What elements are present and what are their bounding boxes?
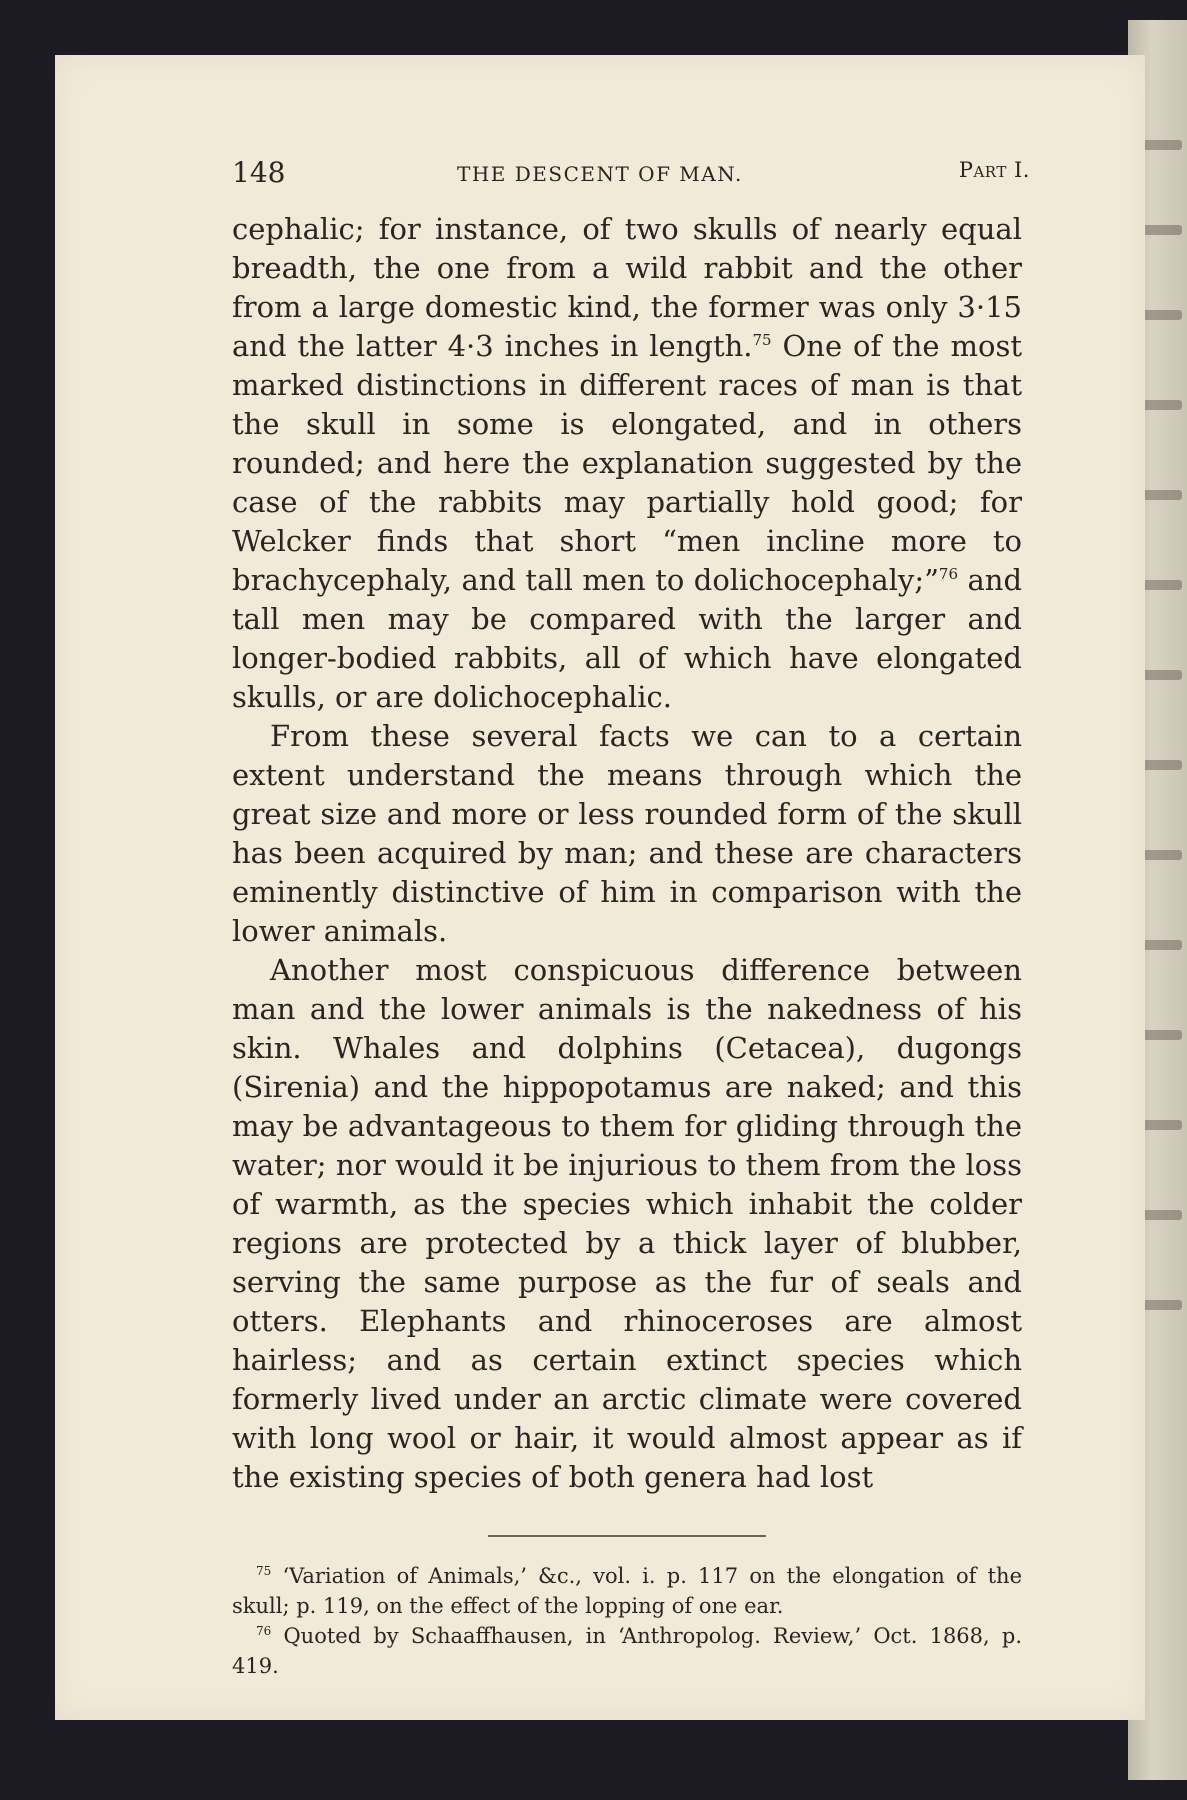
page-number: 148 — [232, 156, 286, 189]
footnote-75-marker: 75 — [256, 1564, 272, 1578]
footnote-75 — [232, 1561, 1022, 1621]
paragraph-1-text-a: cephalic; for instance, of two skulls of nearly equal breadth, the one from a wild rabbit and the other from a large domestic kind, the former was only 3·15 and the latter 4·3 inches in length. — [232, 212, 1022, 363]
footnote-ref-76: 76 — [938, 565, 959, 583]
part-label: Part I. — [958, 158, 1030, 182]
body-text — [232, 210, 1022, 1497]
page-header — [232, 150, 1030, 210]
footnote-76 — [232, 1621, 1022, 1681]
footnote-76-text: Quoted by Schaaffhausen, in ‘Anthropolog. Review,’ Oct. 1868, p. 419. — [232, 1624, 1022, 1678]
paragraph-1-text-b: One of the most marked distinctions in different races of man is that the skull in some is elongated, and in others rounded; and here the explanation suggested by the case of the rabbits may partially hold good; for Welcker finds that short “men incline more to brachycephaly, and tall men to dolichocephaly;” — [232, 329, 1022, 597]
paragraph-1 — [232, 210, 1022, 717]
footnote-75-text: ‘Variation of Animals,’ &c., vol. i. p. 117 on the elongation of the skull; p. 119, on the effect of the lopping of one ear. — [232, 1564, 1022, 1618]
footnotes — [232, 1561, 1022, 1681]
paragraph-2: From these several facts we can to a certain extent understand the means through which the great size and more or less rounded form of the skull has been acquired by man; and these are characters eminently distinctive of him in comparison with the lower animals. — [232, 719, 1022, 948]
paragraph-1-text-c: and tall men may be compared with the larger and longer-bodied rabbits, all of which have elongated skulls, or are dolichocephalic. — [232, 563, 1023, 714]
footnote-76-marker: 76 — [256, 1624, 272, 1638]
footnote-divider — [488, 1535, 766, 1537]
page-content — [232, 150, 1030, 1681]
paragraph-3: Another most conspicuous difference between man and the lower animals is the nakedness of his skin. Whales and dolphins (Cetacea), dugongs (Sirenia) and the hippopotamus are naked; and this may be advantageous to them for gliding through the water; nor would it be injurious to them from the loss of warmth, as the species which inhabit the colder regions are protected by a thick layer of blubber, serving the same purpose as the fur of seals and otters. Elephants and rhinoceroses are almost hairless; and as certain extinct species which formerly lived under an arctic climate were covered with long wool or hair, it would almost appear as if the existing species of both genera had lost — [232, 953, 1022, 1494]
footnote-ref-75: 75 — [752, 331, 772, 349]
running-title: THE DESCENT OF MAN. — [457, 162, 743, 186]
